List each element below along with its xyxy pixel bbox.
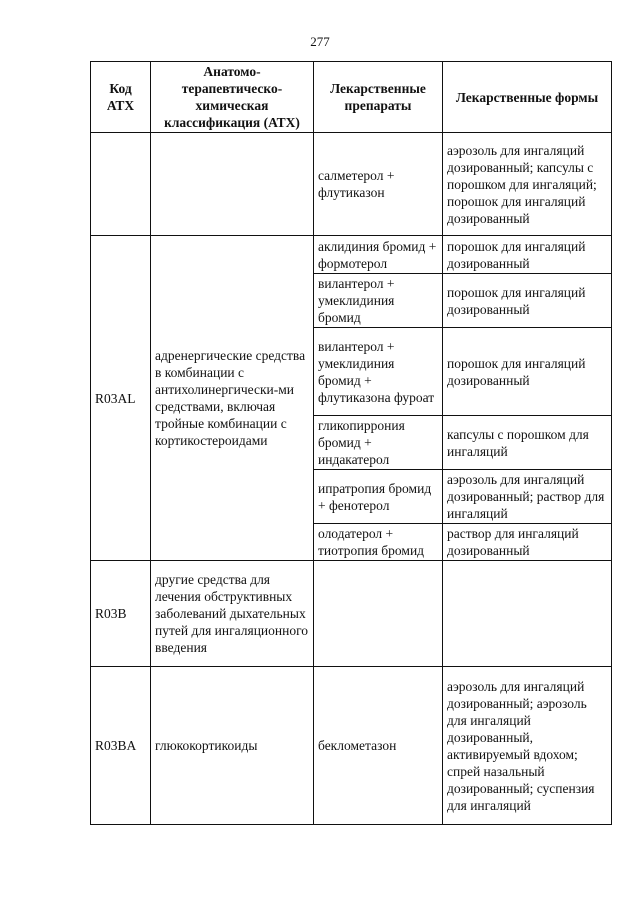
code-cell: R03BA	[91, 667, 151, 825]
drug-cell: гликопиррония бромид + индакатерол	[314, 416, 443, 470]
table-row	[91, 667, 612, 825]
drug-cell: олодатерол + тиотропия бромид	[314, 524, 443, 561]
classification-cell	[151, 133, 314, 236]
header-dosage-forms: Лекарственные формы	[443, 62, 612, 133]
table-row	[91, 236, 612, 274]
drug-cell: вилантерол + умеклидиния бромид + флутиказона фуроат	[314, 328, 443, 416]
drug-cell: аклидиния бромид + формотерол	[314, 236, 443, 274]
header-atx-code: Код АТХ	[91, 62, 151, 133]
header-atx-classification: Анатомо-терапевтическо-химическая классификация (АТХ)	[151, 62, 314, 133]
drug-cell: вилантерол + умеклидиния бромид	[314, 274, 443, 328]
page-number: 277	[310, 34, 330, 49]
forms-cell: капсулы с порошком для ингаляций	[443, 416, 612, 470]
forms-cell	[443, 561, 612, 667]
drug-cell: беклометазон	[314, 667, 443, 825]
code-cell: R03B	[91, 561, 151, 667]
atx-drug-table	[90, 61, 612, 825]
code-cell: R03AL	[91, 236, 151, 561]
forms-cell: раствор для ингаляций дозированный	[443, 524, 612, 561]
forms-cell: порошок для ингаляций дозированный	[443, 328, 612, 416]
forms-cell: аэрозоль для ингаляций дозированный; аэрозоль для ингаляций дозированный, активируемый вдохом; спрей назальный дозированный; суспензия для ингаляций	[443, 667, 612, 825]
drug-cell: ипратропия бромид + фенотерол	[314, 470, 443, 524]
code-cell	[91, 133, 151, 236]
table-row	[91, 561, 612, 667]
drug-cell: салметерол + флутиказон	[314, 133, 443, 236]
classification-cell: адренергические средства в комбинации с антихолинергически-ми средствами, включая тройные комбинации с кортикостероидами	[151, 236, 314, 561]
forms-cell: аэрозоль для ингаляций дозированный; капсулы с порошком для ингаляций; порошок для ингаляций дозированный	[443, 133, 612, 236]
drug-cell	[314, 561, 443, 667]
forms-cell: аэрозоль для ингаляций дозированный; раствор для ингаляций	[443, 470, 612, 524]
header-drugs: Лекарственные препараты	[314, 62, 443, 133]
forms-cell: порошок для ингаляций дозированный	[443, 236, 612, 274]
forms-cell: порошок для ингаляций дозированный	[443, 274, 612, 328]
classification-cell: другие средства для лечения обструктивных заболеваний дыхательных путей для ингаляционного введения	[151, 561, 314, 667]
classification-cell: глюкокортикоиды	[151, 667, 314, 825]
table-row	[91, 133, 612, 236]
table-header-row	[91, 62, 612, 133]
